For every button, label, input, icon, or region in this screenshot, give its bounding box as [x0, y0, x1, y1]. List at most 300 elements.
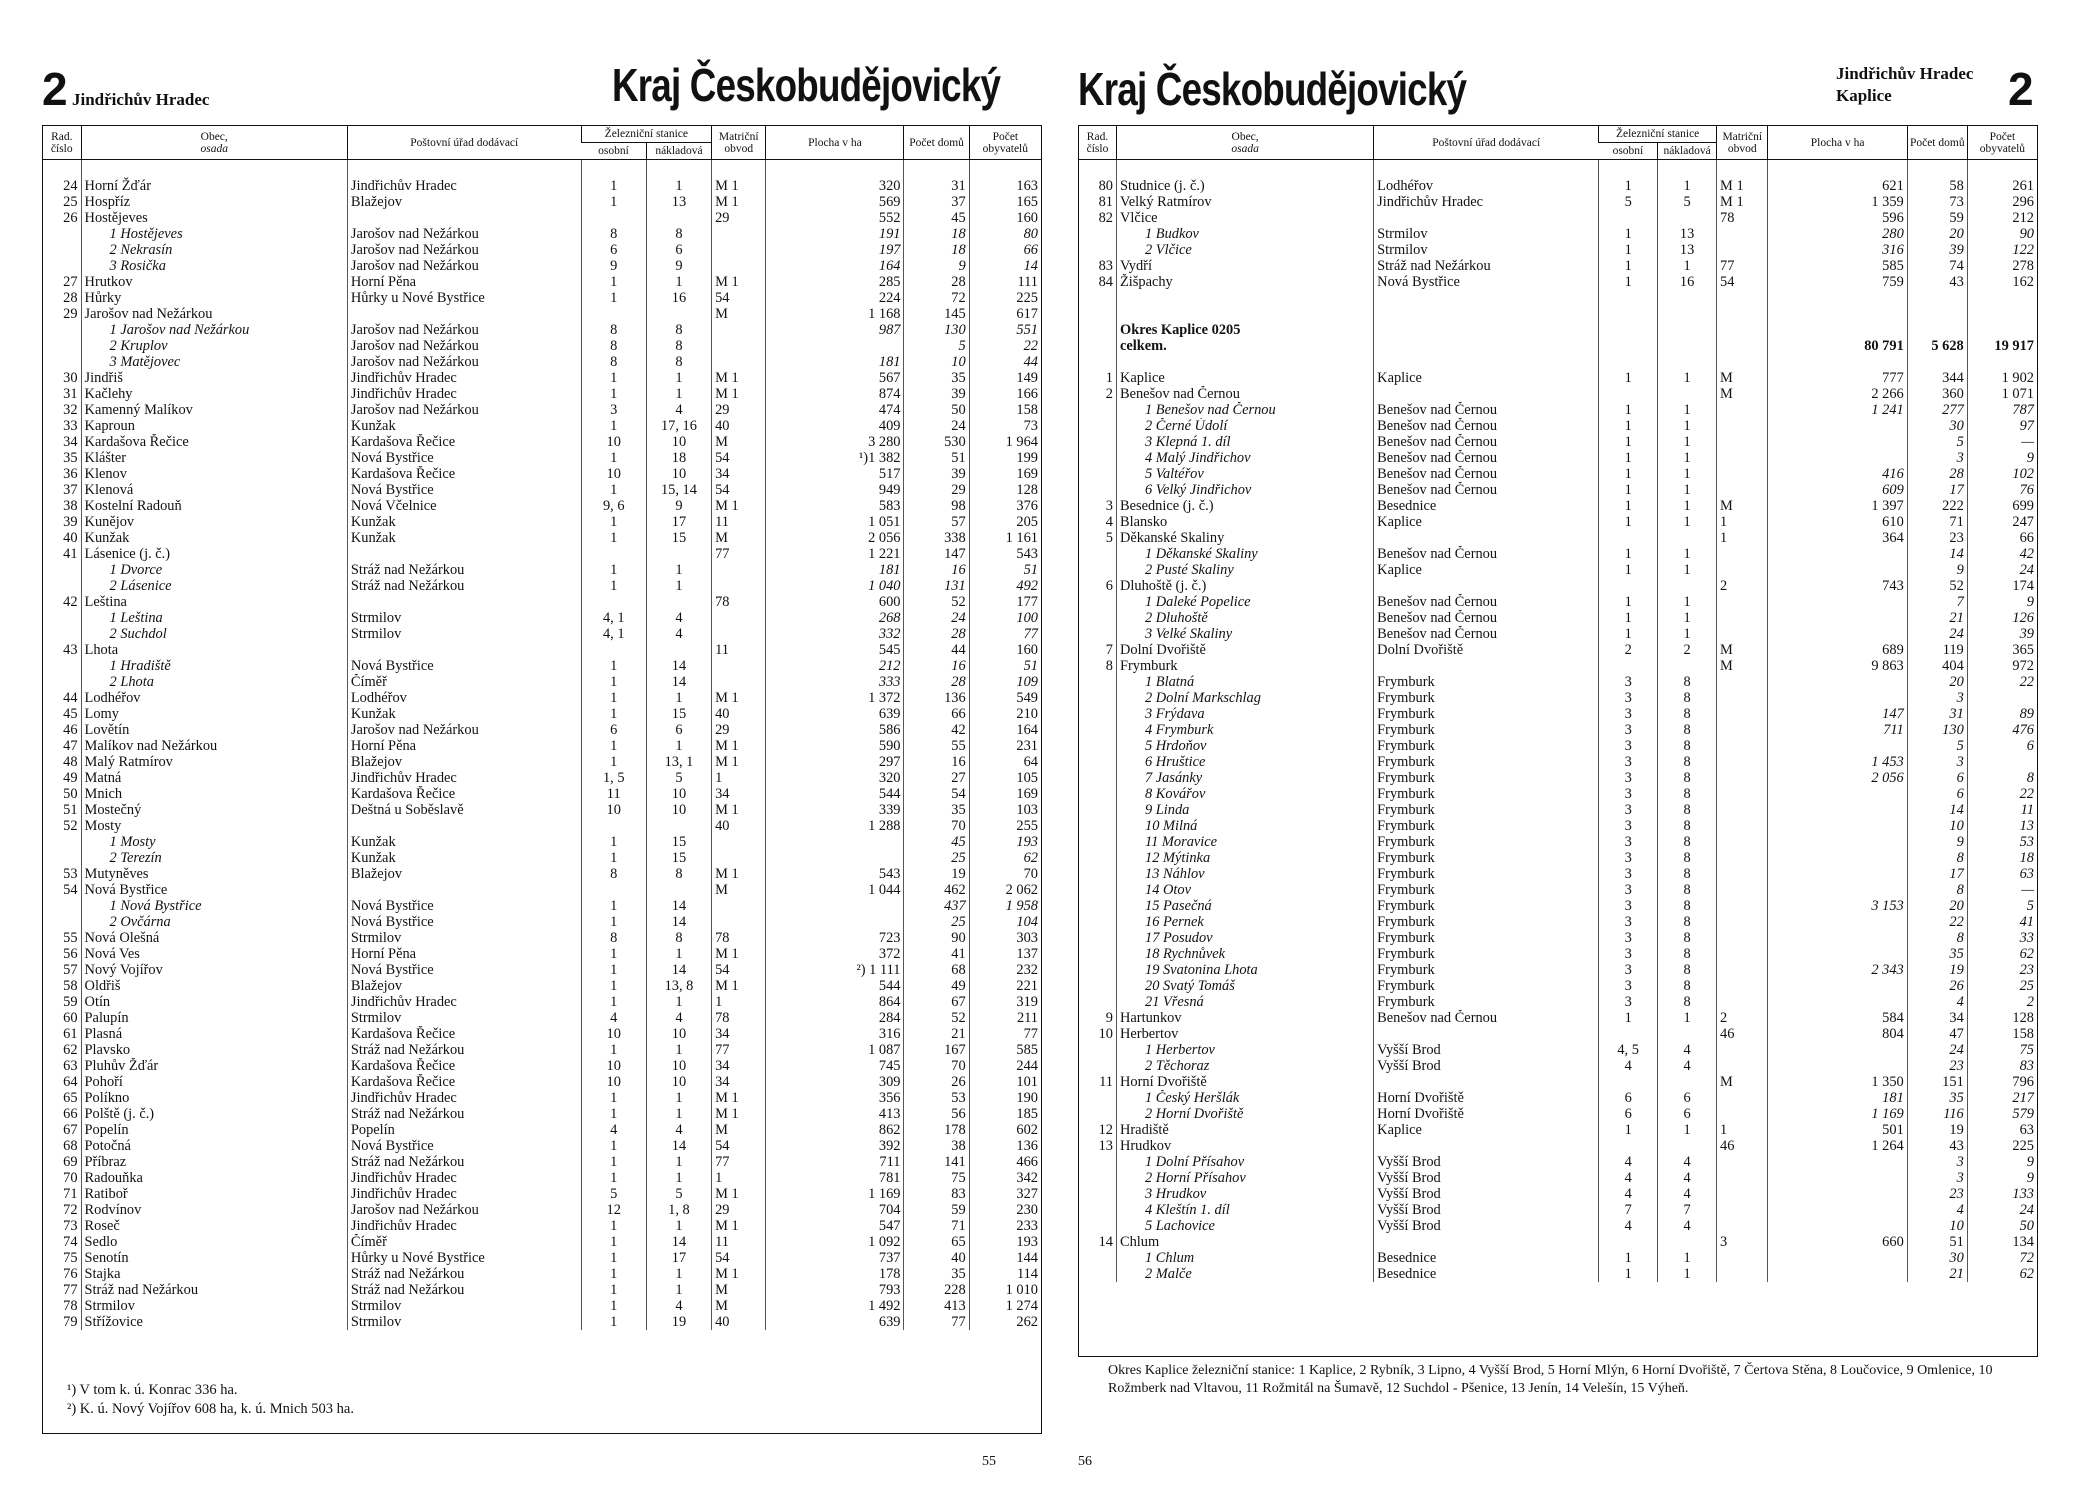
table-cell	[766, 338, 904, 354]
table-row	[43, 514, 1041, 530]
table-cell: 1	[581, 914, 646, 930]
table-cell: 4, 1	[581, 626, 646, 642]
table-cell: 9	[1967, 1154, 2037, 1170]
table-cell: 3	[1599, 898, 1658, 914]
table-cell: 42	[1967, 546, 2037, 562]
table-cell: 119	[1907, 642, 1967, 658]
table-cell: 57	[904, 514, 969, 530]
table-cell: 8	[1105, 658, 1113, 674]
table-cell: 1	[712, 994, 766, 1010]
table-cell: Blansko	[1117, 514, 1374, 530]
col-nakl: nákladová	[646, 143, 711, 160]
table-cell	[1717, 626, 1768, 642]
table-cell: 76	[63, 1266, 78, 1282]
table-cell	[1079, 1042, 1117, 1058]
table-cell	[43, 354, 81, 370]
table-cell	[1768, 1266, 1907, 1282]
table-cell	[347, 818, 581, 834]
table-cell: Kaplice	[1374, 370, 1599, 386]
table-cell: 167	[904, 1042, 969, 1058]
table-cell: 10	[581, 1074, 646, 1090]
table-cell: 158	[969, 402, 1041, 418]
table-cell: 23	[1967, 962, 2037, 978]
table-cell: 4	[1599, 1154, 1658, 1170]
table-cell	[1079, 786, 1117, 802]
table-cell: 54	[63, 882, 78, 898]
table-cell: 1	[1599, 626, 1658, 642]
table-cell: 11	[1967, 802, 2037, 818]
table-cell: 34	[712, 786, 766, 802]
table-cell: 309	[766, 1074, 904, 1090]
table-cell: Kardašova Řečice	[347, 786, 581, 802]
table-cell	[1374, 1234, 1599, 1250]
table-cell	[1079, 802, 1117, 818]
table-cell: 41	[1967, 914, 2037, 930]
table-cell: 5	[646, 770, 711, 786]
table-cell	[1079, 546, 1117, 562]
table-cell: 193	[969, 1234, 1041, 1250]
table-cell: Stráž nad Nežárkou	[347, 1042, 581, 1058]
table-cell	[1079, 226, 1117, 242]
table-cell: Potočná	[81, 1138, 347, 1154]
table-cell: 9	[904, 258, 969, 274]
table-cell	[1079, 402, 1117, 418]
table-cell: 68	[63, 1138, 78, 1154]
table-cell: 1	[581, 1298, 646, 1314]
table-cell: 224	[766, 290, 904, 306]
table-cell: 1	[1599, 450, 1658, 466]
table-cell	[1717, 674, 1768, 690]
table-cell	[1079, 706, 1117, 722]
table-cell	[1717, 1186, 1768, 1202]
table-cell: Jarošov nad Nežárkou	[347, 1202, 581, 1218]
table-cell	[43, 578, 81, 594]
table-cell: 21	[904, 1026, 969, 1042]
table-cell: Jindřichův Hradec	[347, 370, 581, 386]
table-cell: 1 288	[766, 818, 904, 834]
table-cell: Kamenný Malíkov	[81, 402, 347, 418]
table-cell: 130	[1907, 722, 1967, 738]
table-cell: 704	[766, 1202, 904, 1218]
table-cell: 1 359	[1768, 194, 1907, 210]
table-cell	[1717, 450, 1768, 466]
table-cell: 1	[581, 290, 646, 306]
table-cell: 97	[1967, 418, 2037, 434]
table-cell: 29	[63, 306, 78, 322]
table-cell	[43, 626, 81, 642]
table-cell: 41	[63, 546, 78, 562]
table-cell	[1079, 1202, 1117, 1218]
table-cell	[1907, 322, 1967, 338]
table-cell	[1907, 306, 1967, 322]
table-cell	[1717, 1202, 1768, 1218]
table-row	[43, 786, 1041, 802]
table-cell: 1	[1658, 1266, 1717, 1282]
table-cell	[1717, 866, 1768, 882]
table-cell: 72	[904, 290, 969, 306]
table-cell: 26	[1907, 978, 1967, 994]
table-cell: 40	[712, 818, 766, 834]
table-cell: Kardašova Řečice	[347, 1074, 581, 1090]
table-cell: 462	[904, 882, 969, 898]
table-cell: 339	[766, 802, 904, 818]
table-cell: Stráž nad Nežárkou	[1374, 258, 1599, 274]
table-cell: 1	[581, 898, 646, 914]
table-cell: 181	[766, 562, 904, 578]
table-cell	[1374, 1026, 1599, 1042]
table-cell: 2 Kruplov	[81, 338, 347, 354]
table-cell: 409	[766, 418, 904, 434]
table-cell	[1374, 210, 1599, 226]
table-cell: 44	[63, 690, 78, 706]
table-cell: Stráž nad Nežárkou	[81, 1282, 347, 1298]
table-cell: Vydří	[1117, 258, 1374, 274]
table-cell	[712, 898, 766, 914]
table-row	[1079, 818, 2037, 834]
table-cell	[1658, 1074, 1717, 1090]
table-row	[1079, 898, 2037, 914]
table-row	[1079, 1042, 2037, 1058]
table-cell: 1 Mosty	[81, 834, 347, 850]
table-row	[43, 1122, 1041, 1138]
table-cell: M	[1717, 386, 1768, 402]
table-cell: 74	[1907, 258, 1967, 274]
table-cell: 1	[581, 450, 646, 466]
table-cell: 18	[904, 226, 969, 242]
table-cell: 76	[1967, 482, 2037, 498]
col-domu: Počet domů	[904, 126, 969, 160]
table-row	[1079, 1090, 2037, 1106]
table-cell	[1768, 306, 1907, 322]
r-col-rad: Rad. číslo	[1079, 126, 1117, 160]
table-row	[43, 1234, 1041, 1250]
table-row	[43, 722, 1041, 738]
table-row	[1079, 690, 2037, 706]
table-cell: 1	[581, 1138, 646, 1154]
table-cell: 28	[904, 274, 969, 290]
table-cell: 268	[766, 610, 904, 626]
table-cell: Frymburk	[1374, 898, 1599, 914]
table-row	[1079, 290, 2037, 306]
table-cell: 759	[1768, 274, 1907, 290]
table-cell	[1717, 434, 1768, 450]
table-cell	[712, 610, 766, 626]
table-cell: 1	[581, 530, 646, 546]
table-cell	[1599, 658, 1658, 674]
table-cell: 10	[581, 1026, 646, 1042]
table-cell: 25	[904, 850, 969, 866]
table-cell: Frymburk	[1374, 706, 1599, 722]
table-cell: 24	[63, 178, 78, 194]
table-cell: 8	[646, 322, 711, 338]
table-row	[43, 562, 1041, 578]
table-cell: 4	[646, 610, 711, 626]
table-cell	[43, 226, 81, 242]
table-cell: 8	[1658, 962, 1717, 978]
table-cell: 149	[969, 370, 1041, 386]
table-cell	[1768, 946, 1907, 962]
table-cell	[1717, 1154, 1768, 1170]
table-cell: 75	[63, 1250, 78, 1266]
table-cell: 4	[1907, 994, 1967, 1010]
table-cell: 1 964	[969, 434, 1041, 450]
table-cell	[646, 306, 711, 322]
table-cell: Frymburk	[1374, 738, 1599, 754]
table-row	[43, 482, 1041, 498]
table-cell: 586	[766, 722, 904, 738]
table-row	[43, 1202, 1041, 1218]
table-cell: 34	[712, 466, 766, 482]
table-cell: 28	[1907, 466, 1967, 482]
table-cell	[1967, 306, 2037, 322]
table-cell: 37	[904, 194, 969, 210]
table-cell: 26	[63, 210, 78, 226]
table-cell	[1117, 306, 1374, 322]
table-cell: 8	[1658, 674, 1717, 690]
table-cell	[766, 850, 904, 866]
table-cell	[1079, 674, 1117, 690]
table-cell: 83	[1098, 258, 1113, 274]
table-cell: 11	[712, 642, 766, 658]
table-cell: 73	[1907, 194, 1967, 210]
table-cell: 19	[1907, 1122, 1967, 1138]
table-cell: 36	[63, 466, 78, 482]
table-cell: 1	[646, 370, 711, 386]
table-cell: 1 453	[1768, 754, 1907, 770]
table-row	[1079, 1218, 2037, 1234]
table-row	[1079, 626, 2037, 642]
table-cell: 45	[63, 706, 78, 722]
table-cell: 1	[581, 690, 646, 706]
table-cell: 8	[1658, 914, 1717, 930]
table-cell: 639	[766, 706, 904, 722]
right-table-frame	[1078, 125, 2038, 1357]
table-cell: 14	[646, 1234, 711, 1250]
table-cell: Jindřichův Hradec	[347, 1090, 581, 1106]
table-cell: 1	[1599, 370, 1658, 386]
table-cell: 30	[63, 370, 78, 386]
table-cell: Strmilov	[347, 930, 581, 946]
right-table-body	[1079, 160, 2037, 1283]
table-cell	[1717, 306, 1768, 322]
table-cell: 660	[1768, 1234, 1907, 1250]
table-cell: Frymburk	[1374, 786, 1599, 802]
table-cell: 1	[712, 770, 766, 786]
table-cell: 56	[63, 946, 78, 962]
table-cell: Kunžak	[347, 706, 581, 722]
table-cell: Nový Vojířov	[81, 962, 347, 978]
r-col-obyv: Počet obyvatelů	[1967, 126, 2037, 160]
table-cell: 84	[1098, 274, 1113, 290]
table-cell: 19	[904, 866, 969, 882]
table-cell: 10	[1907, 818, 1967, 834]
table-cell: 247	[1967, 514, 2037, 530]
table-cell	[1374, 530, 1599, 546]
left-table-body	[43, 160, 1041, 1331]
table-cell: 1	[646, 946, 711, 962]
table-cell: Střížovice	[81, 1314, 347, 1330]
table-cell: 4	[1599, 1218, 1658, 1234]
table-cell: 77	[969, 1026, 1041, 1042]
table-cell: 4, 1	[581, 610, 646, 626]
table-row	[43, 418, 1041, 434]
table-row	[1079, 160, 2037, 195]
table-cell: 585	[969, 1042, 1041, 1058]
table-cell: Benešov nad Černou	[1374, 546, 1599, 562]
table-cell: 3	[1599, 994, 1658, 1010]
table-cell: 1	[581, 834, 646, 850]
table-cell: 2 Nekrasín	[81, 242, 347, 258]
table-cell: Nová Včelnice	[347, 498, 581, 514]
table-cell: 53	[904, 1090, 969, 1106]
table-cell: 6	[1599, 1090, 1658, 1106]
table-cell: 1	[1658, 1250, 1717, 1266]
table-cell: 4	[581, 1122, 646, 1138]
table-cell: 1 169	[1768, 1106, 1907, 1122]
table-cell: 212	[1967, 210, 2037, 226]
table-cell	[646, 642, 711, 658]
table-cell	[347, 210, 581, 226]
table-cell	[1768, 882, 1907, 898]
table-cell: Frymburk	[1374, 978, 1599, 994]
table-cell: 3	[1599, 786, 1658, 802]
table-cell: 7	[1907, 594, 1967, 610]
table-cell: 787	[1967, 402, 2037, 418]
table-cell	[1717, 594, 1768, 610]
table-cell: M 1	[712, 498, 766, 514]
table-cell: 1	[1599, 418, 1658, 434]
table-cell: 1	[1658, 514, 1717, 530]
table-cell: Lovětín	[81, 722, 347, 738]
table-cell: 18	[646, 450, 711, 466]
table-cell: 2 Suchdol	[81, 626, 347, 642]
table-cell: 28	[63, 290, 78, 306]
table-row	[43, 210, 1041, 226]
table-cell: 133	[1967, 1186, 2037, 1202]
table-cell: 4	[1658, 1186, 1717, 1202]
table-cell: M	[712, 1282, 766, 1298]
table-cell: 54	[1717, 274, 1768, 290]
table-cell: 297	[766, 754, 904, 770]
table-cell: 1 169	[766, 1186, 904, 1202]
table-cell: 66	[63, 1106, 78, 1122]
table-cell	[1768, 674, 1907, 690]
table-cell	[1768, 450, 1907, 466]
table-row	[43, 194, 1041, 210]
table-row	[43, 1090, 1041, 1106]
table-cell: 4	[1658, 1154, 1717, 1170]
table-cell: Jarošov nad Nežárkou	[347, 322, 581, 338]
table-cell: 2	[1717, 578, 1768, 594]
table-row	[43, 1106, 1041, 1122]
table-cell: 8	[1658, 690, 1717, 706]
table-row	[1079, 210, 2037, 226]
table-cell: 1 Hostějeves	[81, 226, 347, 242]
table-cell: Jindřichův Hradec	[1374, 194, 1599, 210]
table-cell	[1717, 402, 1768, 418]
table-cell: M 1	[712, 946, 766, 962]
table-cell: 23	[1907, 1186, 1967, 1202]
table-cell: 17	[646, 514, 711, 530]
table-cell: 35	[904, 370, 969, 386]
table-cell: 8	[646, 354, 711, 370]
table-cell: 8	[646, 866, 711, 882]
table-cell: 2 Terezín	[81, 850, 347, 866]
table-cell: 69	[63, 1154, 78, 1170]
table-row	[43, 450, 1041, 466]
table-row	[1079, 754, 2037, 770]
table-cell: 16	[904, 562, 969, 578]
table-cell	[1717, 1170, 1768, 1186]
table-cell: 745	[766, 1058, 904, 1074]
table-cell: 8	[1658, 898, 1717, 914]
table-cell: 1	[1658, 482, 1717, 498]
table-cell: Hrudkov	[1117, 1138, 1374, 1154]
table-cell: 316	[766, 1026, 904, 1042]
table-cell: 544	[766, 786, 904, 802]
table-cell: 244	[969, 1058, 1041, 1074]
table-cell: M 1	[712, 866, 766, 882]
table-cell: Nová Ves	[81, 946, 347, 962]
table-cell: 2 Vlčice	[1117, 242, 1374, 258]
table-cell	[43, 898, 81, 914]
table-cell: 193	[969, 834, 1041, 850]
table-cell: 54	[904, 786, 969, 802]
table-cell: 59	[1907, 210, 1967, 226]
table-cell: Lodhéřov	[81, 690, 347, 706]
table-cell: 545	[766, 642, 904, 658]
table-cell	[1717, 562, 1768, 578]
table-cell: 16	[646, 290, 711, 306]
table-cell: Nová Bystřice	[347, 1138, 581, 1154]
table-row	[1079, 1250, 2037, 1266]
table-cell: Popelín	[81, 1122, 347, 1138]
table-cell	[1374, 658, 1599, 674]
table-cell: 54	[712, 290, 766, 306]
table-cell: 5	[1105, 530, 1113, 546]
table-cell: 145	[904, 306, 969, 322]
table-row	[43, 994, 1041, 1010]
table-cell: 1	[1599, 274, 1658, 290]
table-cell	[1374, 1138, 1599, 1154]
table-row	[1079, 1186, 2037, 1202]
table-cell: 1	[1717, 1122, 1768, 1138]
table-cell: 333	[766, 674, 904, 690]
table-cell: 29	[712, 722, 766, 738]
table-cell: 4, 5	[1599, 1042, 1658, 1058]
table-cell: 225	[1967, 1138, 2037, 1154]
col-post: Poštovní úřad dodávací	[347, 126, 581, 160]
table-cell	[1079, 770, 1117, 786]
table-cell: Kunžak	[347, 514, 581, 530]
table-cell: 70	[904, 1058, 969, 1074]
table-cell: 1	[1658, 466, 1717, 482]
table-row	[43, 738, 1041, 754]
table-cell: 360	[1907, 386, 1967, 402]
table-cell: 2 Černé Údolí	[1117, 418, 1374, 434]
table-row	[43, 834, 1041, 850]
table-cell: 22	[1907, 914, 1967, 930]
table-cell: 1 Hradiště	[81, 658, 347, 674]
table-cell: 66	[904, 706, 969, 722]
table-row	[43, 530, 1041, 546]
table-cell: 32	[63, 402, 78, 418]
table-cell	[1768, 1186, 1907, 1202]
table-row	[43, 242, 1041, 258]
table-cell: 3 Hrudkov	[1117, 1186, 1374, 1202]
table-cell: Jindřichův Hradec	[347, 1218, 581, 1234]
table-cell	[1768, 978, 1907, 994]
